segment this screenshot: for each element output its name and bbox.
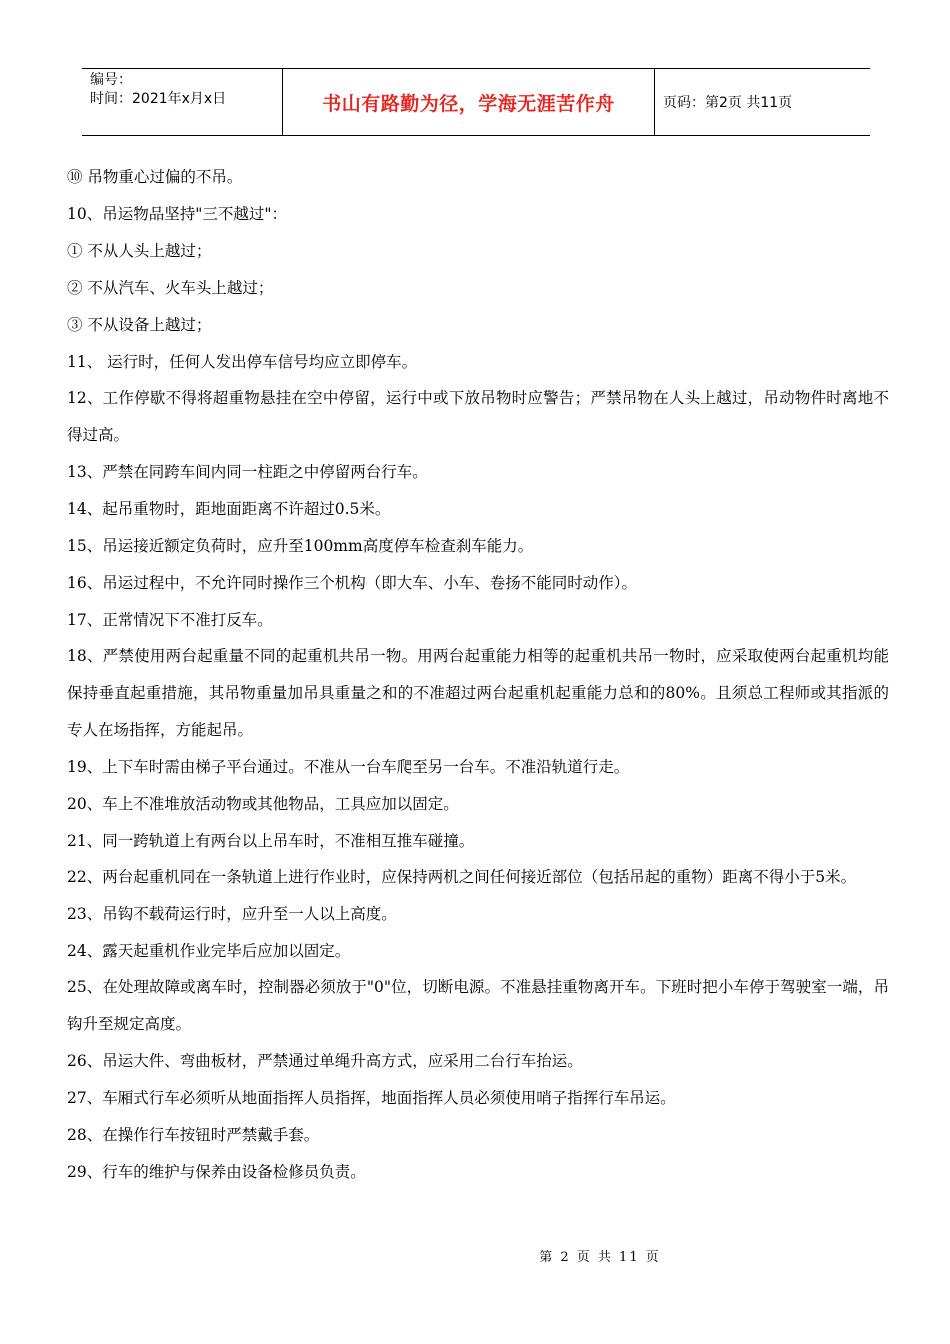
rule-line: 17、正常情况下不准打反车。 (67, 611, 273, 629)
rule-line: 14、起吊重物时，距地面距离不许超过0.5米。 (67, 500, 391, 518)
page-footer (0, 1246, 950, 1265)
rule-line: 27、车厢式行车必须听从地面指挥人员指挥，地面指挥人员必须使用哨子指挥行车吊运。 (67, 1089, 676, 1107)
rule-line: ⑩ 吊物重心过偏的不吊。 (67, 168, 243, 186)
rule-line: ② 不从汽车、火车头上越过； (67, 279, 274, 297)
rule-line: 23、吊钩不载荷运行时，应升至一人以上高度。 (67, 905, 397, 923)
header-meta (82, 69, 282, 135)
rule-line: 26、吊运大件、弯曲板材，严禁通过单绳升高方式，应采用二台行车抬运。 (67, 1052, 583, 1070)
rule-line: 15、吊运接近额定负荷时，应升至100mm高度停车检查刹车能力。 (67, 537, 534, 555)
rule-line: 16、吊运过程中，不允许同时操作三个机构（即大车、小车、卷扬不能同时动作）。 (67, 574, 637, 592)
header-page-info: 页码：第2页 共11页 (663, 95, 793, 111)
rule-line: 13、严禁在同跨车间内同一柱距之中停留两台行车。 (67, 463, 428, 481)
time-label: 时间：2021年x月x日 (90, 91, 227, 107)
rule-line: ① 不从人头上越过； (67, 242, 212, 260)
page-header (82, 68, 870, 136)
rule-line: 22、两台起重机同在一条轨道上进行作业时，应保持两机之间任何接近部位（包括吊起的重物）距离不得小于5米。 (67, 868, 857, 886)
number-label: 编号： (90, 72, 132, 88)
rule-line: ③ 不从设备上越过； (67, 316, 212, 334)
rule-line: 29、行车的维护与保养由设备检修员负责。 (67, 1163, 366, 1181)
document-body (67, 166, 889, 1198)
rule-line: 24、露天起重机作业完毕后应加以固定。 (67, 942, 351, 960)
rule-line: 11、 运行时，任何人发出停车信号均应立即停车。 (67, 353, 418, 371)
rule-line: 19、上下车时需由梯子平台通过。不准从一台车爬至另一台车。不准沿轨道行走。 (67, 758, 630, 776)
footer-page-number: 第 2 页 共 11 页 (539, 1250, 661, 1265)
rule-line: 10、吊运物品坚持"三不越过"： (67, 205, 287, 223)
rule-line: 25、在处理故障或离车时，控制器必须放于"0"位，切断电源。不准悬挂重物离开车。下班时把小车停于驾驶室一端，吊钩升至规定高度。 (67, 978, 889, 1033)
rule-line: 28、在操作行车按钮时严禁戴手套。 (67, 1126, 320, 1144)
rule-line: 21、同一跨轨道上有两台以上吊车时，不准相互推车碰撞。 (67, 832, 475, 850)
rule-line: 20、车上不准堆放活动物或其他物品，工具应加以固定。 (67, 795, 459, 813)
rule-line: 12、工作停歇不得将超重物悬挂在空中停留，运行中或下放吊物时应警告；严禁吊物在人头上越过，吊动物件时离地不得过高。 (67, 389, 889, 444)
rule-line: 18、严禁使用两台起重量不同的起重机共吊一物。用两台起重能力相等的起重机共吊一物时，应采取使两台起重机均能保持垂直起重措施，其吊物重量加吊具重量之和的不准超过两台起重机起重能力总和的80%。且须总工程师或其指派的专人在场指挥，方能起吊。 (67, 647, 889, 739)
header-motto: 书山有路勤为径，学海无涯苦作舟 (282, 69, 655, 135)
